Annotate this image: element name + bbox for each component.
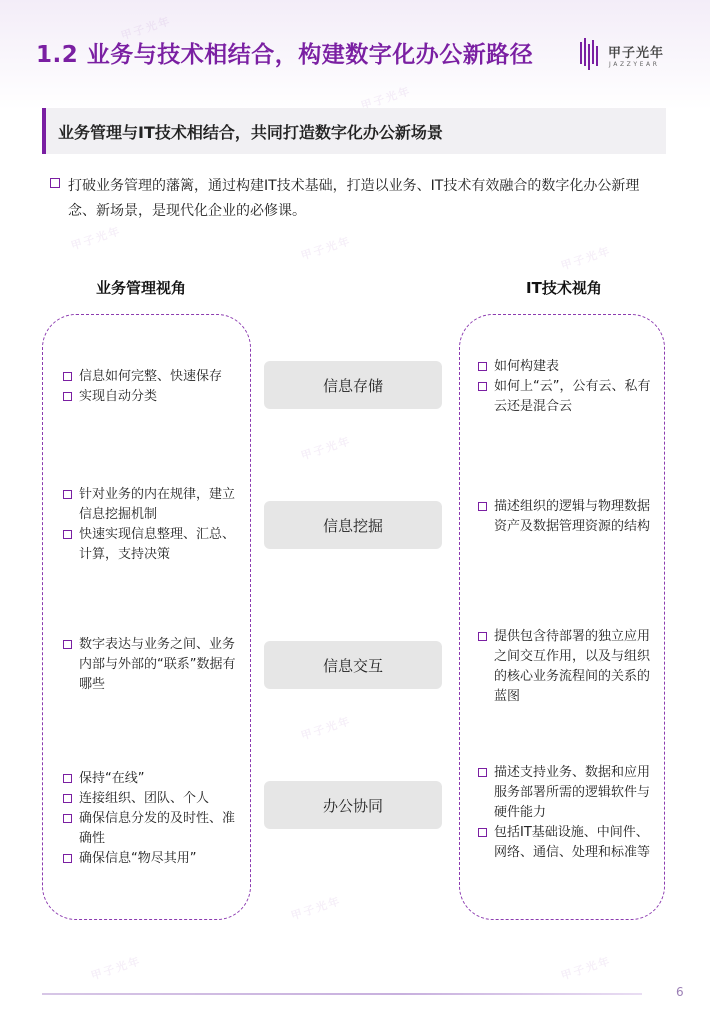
topic-information-storage: 信息存储 [264, 361, 442, 409]
logo-bars-icon [580, 38, 602, 72]
list-item: 针对业务的内在规律，建立信息挖掘机制 [63, 485, 243, 525]
list-item: 信息如何完整、快速保存 [63, 367, 243, 387]
watermark: 甲子光年 [559, 954, 613, 983]
square-bullet-icon [478, 828, 487, 837]
square-bullet-icon [63, 854, 72, 863]
square-bullet-icon [478, 502, 487, 511]
brand-logo [580, 38, 680, 72]
square-bullet-icon [63, 490, 72, 499]
page-title: 1.2 业务与技术相结合，构建数字化办公新路径 [36, 42, 534, 68]
square-bullet-icon [63, 372, 72, 381]
list-item: 确保信息“物尽其用” [63, 849, 243, 869]
list-item: 描述组织的逻辑与物理数据资产及数据管理资源的结构 [478, 497, 658, 537]
list-item: 实现自动分类 [63, 387, 243, 407]
it-group-mining [478, 497, 658, 537]
business-group-mining [63, 485, 243, 565]
watermark: 甲子光年 [299, 234, 353, 263]
footer-divider [42, 993, 642, 995]
intro-paragraph [50, 174, 666, 224]
square-bullet-icon [478, 382, 487, 391]
list-item: 提供包含待部署的独立应用之间交互作用，以及与组织的核心业务流程间的关系的蓝图 [478, 627, 658, 707]
business-group-interaction [63, 635, 243, 695]
square-bullet-icon [63, 640, 72, 649]
section-title: 业务管理与IT技术相结合，共同打造数字化办公新场景 [58, 123, 443, 142]
intro-text: 打破业务管理的藩篱，通过构建IT技术基础，打造以业务、IT技术有效融合的数字化办公新理念、新场景，是现代化企业的必修课。 [68, 178, 640, 219]
list-item: 快速实现信息整理、汇总、计算，支持决策 [63, 525, 243, 565]
watermark: 甲子光年 [89, 954, 143, 983]
page-number: 6 [676, 985, 684, 999]
square-bullet-icon [478, 362, 487, 371]
watermark: 甲子光年 [299, 434, 353, 463]
topic-information-interaction: 信息交互 [264, 641, 442, 689]
square-bullet-icon [63, 392, 72, 401]
it-perspective-heading: IT技术视角 [526, 279, 602, 297]
topic-office-collaboration: 办公协同 [264, 781, 442, 829]
watermark: 甲子光年 [559, 244, 613, 273]
it-group-collaboration [478, 763, 658, 863]
business-group-storage [63, 367, 243, 407]
square-bullet-icon [63, 530, 72, 539]
watermark: 甲子光年 [289, 894, 343, 923]
logo-tagline: JAZZYEAR [609, 61, 660, 68]
square-bullet-icon [63, 774, 72, 783]
watermark: 甲子光年 [299, 714, 353, 743]
it-group-interaction [478, 627, 658, 707]
list-item: 确保信息分发的及时性、准确性 [63, 809, 243, 849]
list-item: 包括IT基础设施、中间件、网络、通信、处理和标准等 [478, 823, 658, 863]
list-item: 如何上“云”，公有云、私有云还是混合云 [478, 377, 658, 417]
business-group-collaboration [63, 769, 243, 869]
it-perspective-panel [459, 314, 665, 920]
list-item: 数字表达与业务之间、业务内部与外部的“联系”数据有哪些 [63, 635, 243, 695]
square-bullet-icon [478, 768, 487, 777]
business-perspective-panel [42, 314, 251, 920]
square-bullet-icon [50, 178, 60, 188]
list-item: 描述支持业务、数据和应用服务部署所需的逻辑软件与硬件能力 [478, 763, 658, 823]
square-bullet-icon [63, 814, 72, 823]
square-bullet-icon [478, 632, 487, 641]
business-perspective-heading: 业务管理视角 [96, 279, 187, 297]
logo-name: 甲子光年 [608, 46, 665, 61]
it-group-storage [478, 357, 658, 417]
list-item: 保持“在线” [63, 769, 243, 789]
watermark: 甲子光年 [69, 224, 123, 253]
square-bullet-icon [63, 794, 72, 803]
list-item: 连接组织、团队、个人 [63, 789, 243, 809]
topic-information-mining: 信息挖掘 [264, 501, 442, 549]
list-item: 如何构建表 [478, 357, 658, 377]
section-header [42, 108, 666, 154]
